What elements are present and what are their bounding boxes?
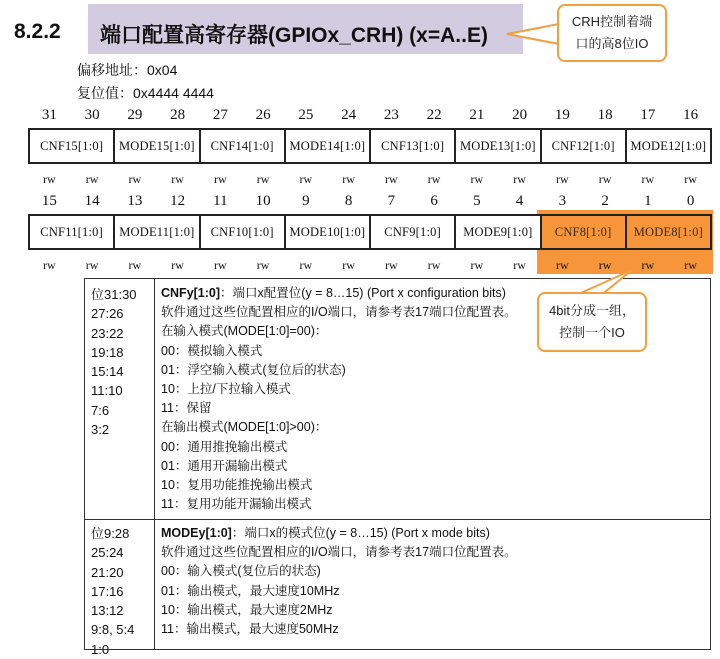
- access-type: rw: [43, 172, 56, 186]
- field-cnf8: CNF8[1:0]: [542, 216, 627, 248]
- bit-number: 29: [127, 107, 143, 123]
- bit-number: 23: [383, 107, 399, 123]
- bit-number: 11: [213, 193, 228, 209]
- bit-number: 31: [41, 107, 57, 123]
- register-row-low: [28, 214, 712, 250]
- bit-number: 0: [686, 193, 695, 209]
- bit-number: 22: [426, 107, 442, 123]
- access-type: rw: [513, 172, 526, 186]
- bit-numbers-high: [28, 107, 712, 124]
- field-mode15: MODE15[1:0]: [115, 130, 200, 162]
- bit-range: 25:24: [91, 545, 124, 561]
- field-description: [161, 284, 517, 514]
- bit-number: 15: [41, 193, 57, 209]
- bit-range: 9:8, 5:4: [91, 622, 135, 638]
- reset-value: 复位值：0x4444 4444: [77, 85, 214, 101]
- field-cnf11: CNF11[1:0]: [30, 216, 115, 248]
- access-type: rw: [598, 258, 612, 272]
- desc-line: 在输出模式(MODE[1:0]>00)：: [161, 420, 328, 435]
- callout-line: 口的高8位IO: [575, 36, 649, 51]
- bit-number: 13: [127, 193, 143, 209]
- bit-range: 19:18: [91, 344, 124, 360]
- desc-line: 00：输入模式(复位后的状态): [161, 564, 321, 579]
- bit-number: 16: [683, 107, 699, 123]
- bit-range: 21:20: [91, 564, 124, 580]
- desc-line: 软件通过这些位配置相应的I/O端口，请参考表17端口位配置表。: [161, 305, 517, 320]
- bit-number: 14: [84, 193, 100, 209]
- callout-pointer-1: [505, 20, 565, 50]
- access-type: rw: [684, 258, 697, 272]
- callout-line: CRH控制着端: [571, 14, 653, 29]
- access-type: rw: [684, 172, 697, 186]
- desc-line: 00：通用推挽输出模式: [161, 439, 288, 454]
- bit-numbers-low: [28, 193, 712, 210]
- field-cnf13: CNF13[1:0]: [371, 130, 456, 162]
- access-type: rw: [43, 258, 56, 272]
- bit-number: 20: [512, 107, 528, 123]
- field-mode9: MODE9[1:0]: [456, 216, 541, 248]
- bit-number: 10: [255, 193, 271, 209]
- bit-range: 1:0: [91, 641, 110, 657]
- access-type: rw: [556, 258, 569, 272]
- callout-line: 4bit分成一组，: [549, 303, 635, 318]
- field-mode8: MODE8[1:0]: [627, 216, 710, 248]
- bit-number: 12: [170, 193, 186, 209]
- field-description: [161, 524, 517, 639]
- field-cnf9: CNF9[1:0]: [371, 216, 456, 248]
- desc-line: 01：输出模式，最大速度10MHz: [161, 583, 340, 598]
- desc-line: 01：浮空输入模式(复位后的状态): [161, 362, 346, 377]
- callout-4bit-group: [537, 292, 647, 352]
- bit-range: 位31:30: [91, 287, 137, 302]
- desc-line: 00：模拟输入模式: [161, 343, 263, 358]
- access-type: rw: [427, 258, 441, 272]
- desc-line: 01：通用开漏输出模式: [161, 458, 288, 473]
- field-mode11: MODE11[1:0]: [115, 216, 200, 248]
- bit-number: 1: [644, 193, 652, 209]
- field-cnf15: CNF15[1:0]: [30, 130, 115, 162]
- desc-line: 10：复用功能推挽输出模式: [161, 478, 313, 493]
- access-type: rw: [427, 172, 441, 186]
- bit-number: 24: [341, 107, 357, 123]
- access-type: rw: [171, 172, 184, 186]
- bit-number: 8: [344, 193, 353, 209]
- access-type: rw: [470, 172, 484, 186]
- callout-crh-note: [557, 4, 667, 62]
- access-type: rw: [342, 258, 355, 272]
- desc-line: 10：输出模式，最大速度2MHz: [161, 602, 333, 617]
- access-type: rw: [214, 258, 227, 272]
- access-type: rw: [470, 258, 484, 272]
- register-row-high: [28, 128, 712, 164]
- access-type: rw: [598, 172, 612, 186]
- access-type: rw: [385, 172, 398, 186]
- access-type: rw: [128, 172, 142, 186]
- bit-range: 7:6: [91, 402, 110, 418]
- access-type: rw: [342, 172, 355, 186]
- bit-number: 28: [170, 107, 186, 123]
- bit-number: 19: [554, 107, 570, 123]
- field-mode10: MODE10[1:0]: [286, 216, 371, 248]
- section-number: 8.2.2: [14, 20, 61, 43]
- access-type: rw: [171, 258, 184, 272]
- field-name: CNFy[1:0]: [161, 286, 221, 300]
- table-row-mode: [85, 519, 710, 657]
- bit-number: 27: [212, 107, 228, 123]
- field-name: MODEy[1:0]: [161, 526, 232, 540]
- access-type: rw: [299, 172, 313, 186]
- access-type: rw: [85, 172, 99, 186]
- access-type: rw: [214, 172, 227, 186]
- bit-range: 23:22: [91, 325, 124, 341]
- access-type: rw: [641, 258, 655, 272]
- desc-line: 10：上拉/下拉输入模式: [161, 382, 291, 397]
- field-cnf12: CNF12[1:0]: [542, 130, 627, 162]
- access-type: rw: [85, 258, 99, 272]
- desc-line: 软件通过这些位配置相应的I/O端口，请参考表17端口位配置表。: [161, 545, 517, 560]
- bit-range-list: [91, 524, 134, 659]
- access-type: rw: [385, 258, 398, 272]
- access-type: rw: [128, 258, 142, 272]
- field-summary: ：端口x的模式位(y = 8…15) (Port x mode bits): [231, 526, 490, 540]
- access-type: rw: [256, 172, 270, 186]
- desc-line: 11：保留: [161, 401, 212, 416]
- bit-range-list: [91, 285, 137, 439]
- desc-line: 11：输出模式，最大速度50MHz: [161, 622, 339, 637]
- bit-range: 位9:28: [91, 526, 130, 541]
- access-row-high: [28, 172, 712, 187]
- bit-number: 5: [473, 193, 481, 209]
- bit-number: 9: [302, 193, 310, 209]
- bit-number: 18: [597, 107, 613, 123]
- page-title: 端口配置高寄存器(GPIOx_CRH) (x=A..E): [100, 24, 488, 47]
- field-summary: ：端口x配置位(y = 8…15) (Port x configuration bits): [220, 286, 506, 300]
- offset-address: 偏移地址：0x04: [77, 62, 178, 78]
- bit-range: 27:26: [91, 306, 124, 322]
- desc-line: 在输入模式(MODE[1:0]=00)：: [161, 324, 328, 339]
- bit-number: 26: [255, 107, 271, 123]
- access-type: rw: [299, 258, 313, 272]
- callout-line: 控制一个IO: [559, 325, 625, 340]
- bit-range: 3:2: [91, 422, 110, 438]
- bit-range: 15:14: [91, 364, 124, 380]
- bit-range: 13:12: [91, 603, 124, 619]
- access-type: rw: [513, 258, 526, 272]
- bit-number: 7: [387, 193, 396, 209]
- bit-number: 17: [640, 107, 656, 123]
- bit-number: 4: [515, 193, 524, 209]
- bit-number: 30: [84, 107, 100, 123]
- access-type: rw: [556, 172, 569, 186]
- bit-number: 6: [430, 193, 438, 209]
- field-cnf10: CNF10[1:0]: [201, 216, 286, 248]
- bit-number: 3: [558, 193, 567, 209]
- bit-range: 11:10: [91, 383, 123, 399]
- bit-number: 25: [298, 107, 314, 123]
- field-mode14: MODE14[1:0]: [286, 130, 371, 162]
- access-type: rw: [641, 172, 655, 186]
- desc-line: 11：复用功能开漏输出模式: [161, 497, 312, 512]
- bit-range: 17:16: [91, 583, 124, 599]
- field-mode12: MODE12[1:0]: [630, 138, 707, 153]
- bit-number: 21: [469, 107, 485, 123]
- bit-number: 2: [601, 193, 609, 209]
- access-type: rw: [256, 258, 270, 272]
- field-mode13: MODE13[1:0]: [456, 130, 541, 162]
- field-cnf14: CNF14[1:0]: [201, 130, 286, 162]
